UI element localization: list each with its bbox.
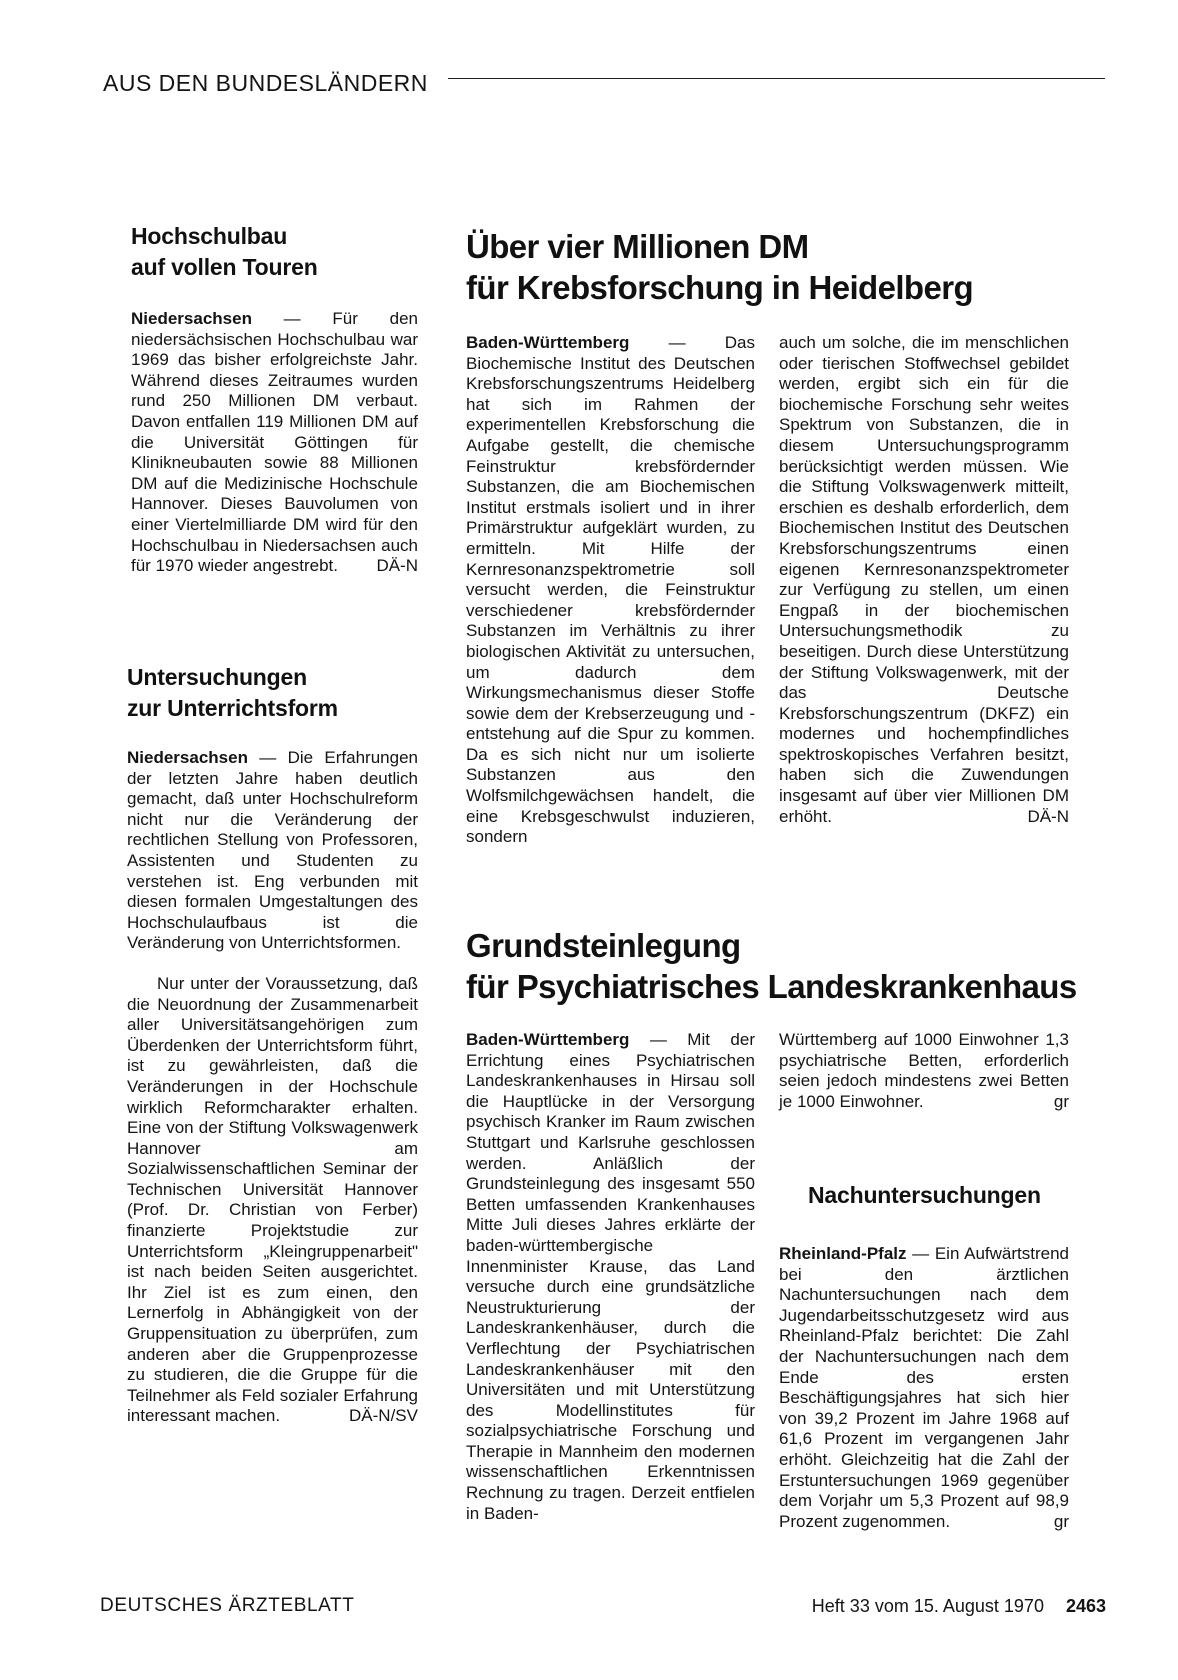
dateline: Niedersachsen [127, 748, 248, 767]
signature: DÄ-N/SV [349, 1406, 418, 1426]
article-text: — Mit der Errichtung eines Psychiatrischen Landeskrankenhauses in Hirsau soll die Hauptlücke in der Versorgung psychisch Kranker im Raum zwischen Stuttgart und Karlsruhe geschlossen werden. Anläßlich der Grundsteinlegung des insgesamt 550 Betten umfassenden Krankenhauses Mitte Juli dieses Jahres erklärte der baden-württembergische Innenminister Krause, das Land versuche durch eine grundsätzliche Neustrukturierung der Landeskrankenhäuser, durch die Verflechtung der Psychiatrischen Landeskrankenhäuser mit den Universitäten und mit Unterstützung des Modellinstitutes für sozialpsychiatrische Forschung und Therapie in Mannheim den modernen wissenschaftlichen Erkenntnissen Rechnung zu tragen. Derzeit entfielen in Baden- [466, 1030, 755, 1523]
dateline: Rheinland-Pfalz [779, 1244, 907, 1263]
article-text: Württemberg auf 1000 Einwohner 1,3 psychiatrische Betten, erforderlich seien jedoch mindestens zwei Betten je 1000 Einwohner. [779, 1030, 1069, 1111]
article-nachuntersuchungen-body [779, 1244, 1069, 1532]
article-text: — Das Biochemische Institut des Deutschen Krebsforschungszentrums Heidelberg hat sich im Rahmen der experimentellen Krebsforschung die Aufgabe gestellt, die chemische Feinstruktur krebsfördernder Substanzen, die am Biochemischen Institut erstmals isoliert und in ihrer Primärstruktur aufgeklärt wurden, zu ermitteln. Mit Hilfe der Kernresonanzspektrometrie soll versucht werden, die Feinstruktur verschiedener krebsfördernder Substanzen im Verhältnis zu ihrer biologischen Aktivität zu untersuchen, um dadurch dem Wirkungsmechanismus dieser Stoffe sowie dem der Krebserzeugung und -entstehung auf die Spur zu kommen. Da es sich nicht nur um isolierte Substanzen aus den Wolfsmilchgewächsen handelt, die eine Krebsgeschwulst induzieren, sondern [466, 333, 755, 847]
signature: gr [1053, 1511, 1069, 1531]
page-number: 2463 [1065, 1596, 1106, 1616]
title-line-1: Hochschulbau [131, 223, 288, 249]
section-header [103, 70, 1105, 104]
article-hochschulbau-body [131, 309, 418, 577]
title-line-1: Über vier Millionen DM [466, 228, 809, 265]
article-grundsteinlegung-title [466, 925, 1077, 1007]
title-line-2: zur Unterrichtsform [127, 695, 338, 721]
header-rule [448, 78, 1105, 79]
article-krebsforschung-col2 [779, 333, 1069, 827]
signature: DÄ-N [376, 556, 418, 576]
article-text: — Für den niedersächsischen Hochschulbau war 1969 das bisher erfolgreichste Jahr. Während dieses Zeitraumes wurden rund 250 Millionen DM verbaut. Davon entfallen 119 Millionen DM auf die Universität Göttingen für Klinikneubauten sowie 88 Millionen DM auf die Medizinische Hochschule Hannover. Dieses Bauvolumen von einer Viertelmilliarde DM wird für den Hochschulbau in Niedersachsen auch für 1970 wieder angestrebt. [131, 309, 418, 576]
footer-publication: DEUTSCHES ÄRZTEBLATT [100, 1595, 355, 1616]
title-line-2: für Krebsforschung in Heidelberg [466, 269, 974, 306]
title-line-1: Untersuchungen [127, 664, 307, 690]
title-line-2: auf vollen Touren [131, 254, 318, 280]
article-hochschulbau-title [131, 221, 318, 283]
title-line-1: Nachuntersuchungen [808, 1182, 1041, 1208]
footer-issue-info [812, 1596, 1106, 1617]
signature: DÄ-N [1027, 806, 1069, 826]
article-unterrichtsform-body [127, 748, 418, 1427]
article-grundsteinlegung-col2 [779, 1030, 1069, 1112]
footer-issue: Heft 33 vom 15. August 1970 [811, 1596, 1044, 1616]
article-unterrichtsform-title [127, 662, 338, 724]
article-text: — Ein Aufwärtstrend bei den ärztlichen Nachuntersuchungen nach dem Jugendarbeitsschutzgesetz wird aus Rheinland-Pfalz berichtet: Die Zahl der Nachuntersuchungen nach dem Ende des ersten Beschäftigungsjahres hat sich hier von 39,2 Prozent im Jahre 1968 auf 61,6 Prozent im vergangenen Jahr erhöht. Gleichzeitig hat die Zahl der Erstuntersuchungen 1969 gegenüber dem Vorjahr um 5,3 Prozent auf 98,9 Prozent zugenommen. [779, 1244, 1069, 1531]
dateline: Niedersachsen [131, 309, 252, 328]
dateline: Baden-Württemberg [466, 333, 630, 352]
article-krebsforschung-title [466, 226, 973, 308]
article-text: — Die Erfahrungen der letzten Jahre haben deutlich gemacht, daß unter Hochschulreform nicht nur die Veränderung der rechtlichen Stellung von Professoren, Assistenten und Studenten zu verstehen ist. Eng verbunden mit diesen formalen Umgestaltungen des Hochschulaufbaus ist die Veränderung von Unterrichtsformen. [127, 748, 418, 953]
section-title: AUS DEN BUNDESLÄNDERN [103, 72, 432, 95]
article-grundsteinlegung-col1 [466, 1030, 755, 1524]
article-krebsforschung-col1 [466, 333, 755, 848]
article-text: auch um solche, die im menschlichen oder tierischen Stoffwechsel gebildet werden, ergibt sich ein für die biochemische Forschung sehr weites Spektrum von Substanzen, die in diesem Untersuchungsprogramm berücksichtigt werden müssen. Wie die Stiftung Volkswagenwerk mitteilt, erschien es deshalb erforderlich, dem Biochemischen Institut des Deutschen Krebsforschungszentrums einen eigenen Kernresonanzspektrometer zur Verfügung zu stellen, um einen Engpaß in der biochemischen Untersuchungsmethodik zu beseitigen. Durch diese Unterstützung der Stiftung Volkswagenwerk, mit der das Deutsche Krebsforschungszentrum (DKFZ) ein modernes und hochempfindliches spektroskopisches Verfahren besitzt, haben sich die Zuwendungen insgesamt auf über vier Millionen DM erhöht. [779, 333, 1069, 826]
article-text: Nur unter der Voraussetzung, daß die Neuordnung der Zusammenarbeit aller Universitätsangehörigen zum Überdenken der Unterrichtsform führt, ist zu gewährleisten, daß die Veränderungen in der Hochschule wirklich Reformcharakter erhalten. Eine von der Stiftung Volkswagenwerk Hannover am Sozialwissenschaftlichen Seminar der Technischen Universität Hannover (Prof. Dr. Christian von Ferber) finanzierte Projektstudie zur Unterrichtsform „Kleingruppenarbeit" ist nach beiden Seiten ausgerichtet. Ihr Ziel ist es zum einen, den Lernerfolg in Abhängigkeit von der Gruppensituation zu überprüfen, zum anderen aber die Gruppenprozesse zu studieren, die die Gruppe für die Teilnehmer als Feld sozialer Erfahrung interessant machen. [127, 973, 418, 1426]
dateline: Baden-Württemberg [466, 1030, 630, 1049]
title-line-1: Grundsteinlegung [466, 927, 741, 964]
article-nachuntersuchungen-title [808, 1180, 1041, 1211]
title-line-2: für Psychiatrisches Landeskrankenhaus [466, 968, 1077, 1005]
signature: gr [1053, 1091, 1069, 1111]
